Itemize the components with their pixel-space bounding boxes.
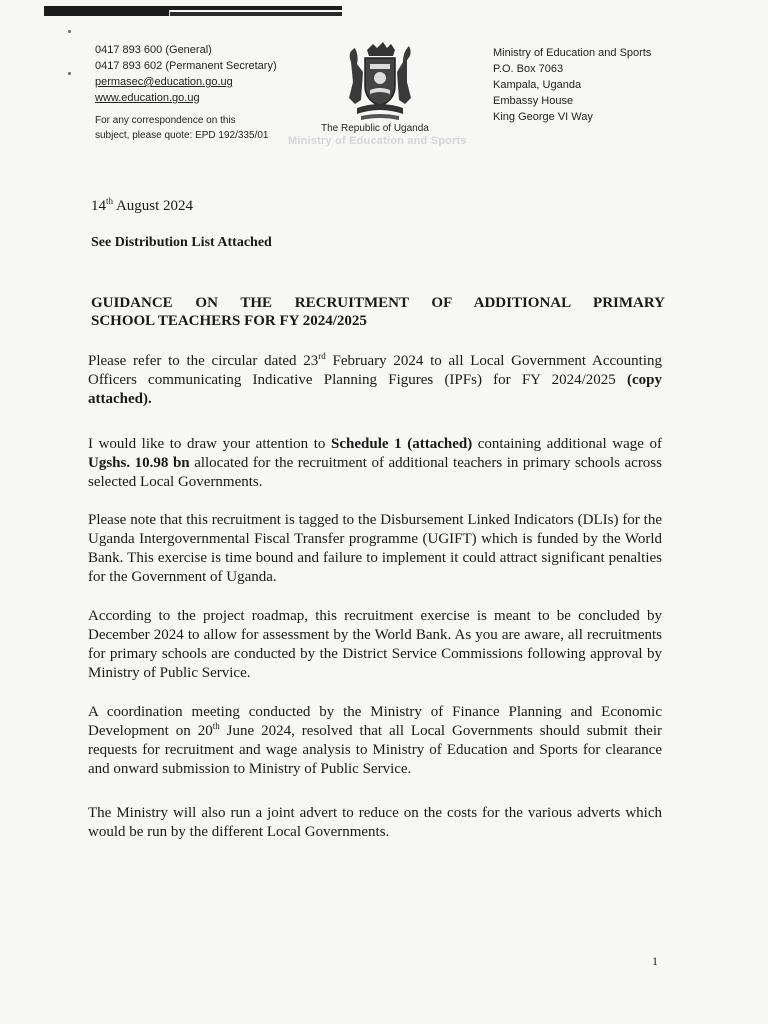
paragraph-schedule-wage [88,435,662,492]
p1-text-b: February 2024 to all Local Government Accounting Officers communicating Indicative Planning Figures (IPFs) for FY 2024/2025 [88,353,662,388]
paragraph-circular-reference [88,352,662,409]
letterhead-contacts [95,42,315,143]
scan-speck [68,30,71,33]
paragraph-dli-ugift: Please note that this recruitment is tagged to the Disbursement Linked Indicators (DLIs) for the Uganda Intergovernmental Fiscal Transfer programme (UGIFT) which is funded by the World Bank. This exercise is time bound and failure to implement it could attract significant penalties for the Government of Uganda. [88,512,662,585]
p1-sup: rd [318,351,326,361]
date-day: 14 [91,198,106,214]
reference-quote-line-2: subject, please quote: EPD 192/335/01 [95,130,269,141]
paragraph-joint-advert: The Ministry will also run a joint advert to reduce on the costs for the various adverts which would be run by the different Local Governments. [88,805,662,840]
reference-quote [95,113,315,143]
p2-bold-amount: Ugshs. 10.98 bn [88,455,190,471]
address-line: Kampala, Uganda [493,79,582,91]
address-line: P.O. Box 7063 [493,63,564,75]
reference-quote-line-1: For any correspondence on this [95,115,236,126]
recipient-line: See Distribution List Attached [91,235,272,250]
address-line: Ministry of Education and Sports [493,47,652,59]
coat-of-arms-icon [343,42,417,122]
letter-date [91,196,193,215]
p5-sup: th [212,721,220,731]
p5-text-b: June 2024, resolved that all Local Governments should submit their requests for recruitment and wage analysis to Ministry of Education and Sports for clearance and onward submission to Ministry of Public Service. [88,723,662,777]
email-link[interactable]: permasec@education.go.ug [95,76,233,88]
heading-line-2: SCHOOL TEACHERS FOR FY 2024/2025 [91,313,367,329]
letter-subject-heading [91,294,665,330]
date-suffix: th [106,196,114,206]
address-line: Embassy House [493,95,574,107]
scan-edge-bar-lower [170,12,342,16]
p2-bold-schedule: Schedule 1 (attached) [331,436,473,452]
paragraph-roadmap: According to the project roadmap, this recruitment exercise is meant to be concluded by December 2024 to allow for assessment by the World Bank. As you are aware, all recruitments for primary schools are conducted by the District Service Commissions following approval by Ministry of Public Service. [88,608,662,681]
letterhead-address [493,45,693,125]
phone-permanent-secretary: 0417 893 602 (Permanent Secretary) [95,60,277,72]
p1-text-a: Please refer to the circular dated 23 [88,353,319,369]
scan-speck [68,72,71,75]
website-link[interactable]: www.education.go.ug [95,92,200,104]
heading-line-1: GUIDANCE ON THE RECRUITMENT OF ADDITIONAL PRIMARY [91,295,665,311]
p2-text-c: allocated for the recruitment of additional teachers in primary schools across selected Local Governments. [88,455,662,490]
ministry-watermark: Ministry of Education and Sports [288,135,467,147]
p2-text-a: I would like to draw your attention to [88,436,332,452]
date-month-year: August 2024 [113,198,194,214]
p1-bold: (copy attached). [88,372,662,407]
republic-label: The Republic of Uganda [321,123,429,134]
phone-general: 0417 893 600 (General) [95,44,212,56]
p5-text-a: A coordination meeting conducted by the Ministry of Finance Planning and Economic Development on 20 [88,704,662,739]
page-number: 1 [652,954,658,968]
p2-text-b: containing additional wage of [472,436,662,452]
address-line: King George VI Way [493,111,593,123]
paragraph-coordination-meeting [88,703,662,779]
